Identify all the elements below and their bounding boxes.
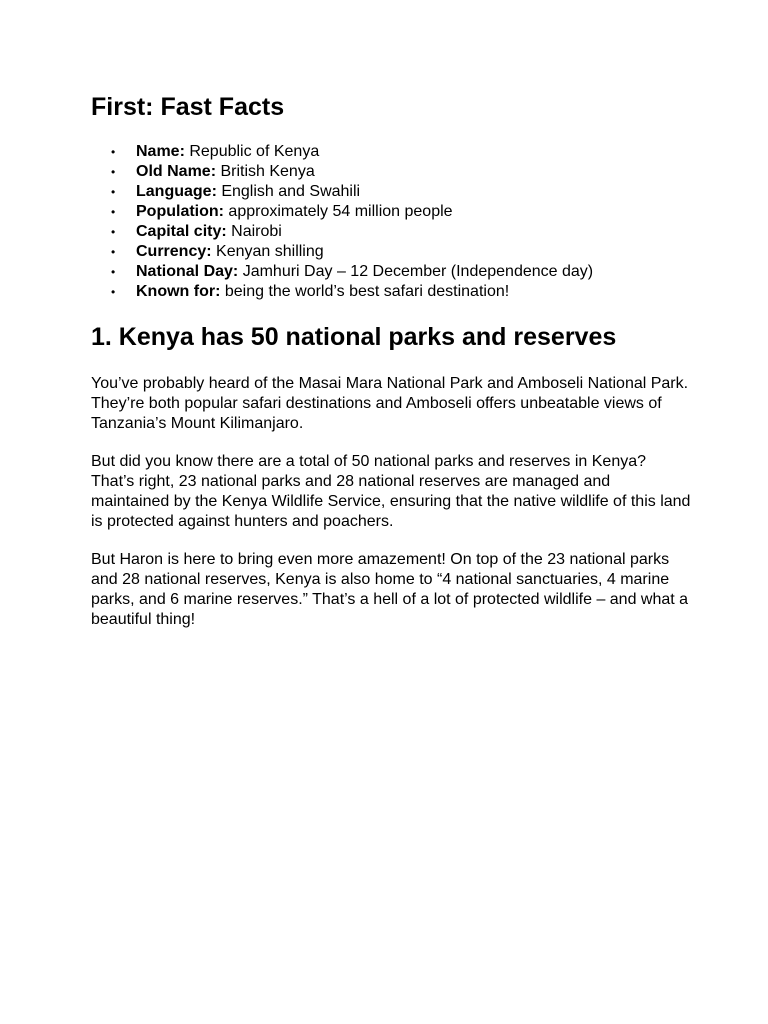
list-item (111, 222, 691, 242)
fact-value: approximately 54 million people (223, 203, 453, 220)
list-item (111, 262, 691, 282)
bullet-icon: • (111, 265, 116, 279)
list-item (111, 162, 691, 182)
bullet-icon: • (111, 285, 116, 299)
bullet-icon: • (111, 185, 116, 199)
fact-label: Population: (136, 203, 224, 220)
list-item (111, 142, 691, 162)
fact-value: Kenyan shilling (211, 243, 324, 260)
fact-value: Nairobi (226, 223, 282, 240)
bullet-icon: • (111, 245, 116, 259)
fact-label: Capital city: (136, 223, 227, 240)
paragraph: But did you know there are a total of 50 national parks and reserves in Kenya? That’s right, 23 national parks and 28 national reserves are managed and maintained by the Kenya Wildlife Service, ensuring that the native wildlife of this land is protected against hunters and poachers. (91, 453, 691, 530)
fact-value: English and Swahili (216, 183, 361, 200)
fact-label: Language: (136, 183, 217, 200)
bullet-icon: • (111, 225, 116, 239)
paragraph: You’ve probably heard of the Masai Mara National Park and Amboseli National Park. They’re both popular safari destinations and Amboseli offers unbeatable views of Tanzania’s Mount Kilimanjaro. (91, 375, 689, 432)
bullet-icon: • (111, 165, 116, 179)
document-page (91, 92, 691, 630)
fast-facts-list (91, 142, 691, 302)
fact-value: British Kenya (216, 163, 315, 180)
list-item (111, 282, 691, 302)
fact-label: Old Name: (136, 163, 217, 180)
fact-label: Currency: (136, 243, 212, 260)
page-title: First: Fast Facts (91, 93, 285, 121)
fact-value: being the world’s best safari destination! (220, 283, 510, 300)
paragraph: But Haron is here to bring even more amazement! On top of the 23 national parks and 28 national reserves, Kenya is also home to “4 national sanctuaries, 4 marine parks, and 6 marine reserves.” That’s a hell of a lot of protected wildlife – and what a beautiful thing! (91, 551, 689, 628)
fact-label: National Day: (136, 263, 239, 280)
bullet-icon: • (111, 205, 116, 219)
section-heading: 1. Kenya has 50 national parks and reserves (91, 323, 617, 351)
fact-value: Republic of Kenya (184, 143, 320, 160)
list-item (111, 182, 691, 202)
list-item (111, 202, 691, 222)
list-item (111, 242, 691, 262)
fact-value: Jamhuri Day – 12 December (Independence day) (238, 263, 594, 280)
fact-label: Known for: (136, 283, 221, 300)
fact-label: Name: (136, 143, 185, 160)
bullet-icon: • (111, 145, 116, 159)
